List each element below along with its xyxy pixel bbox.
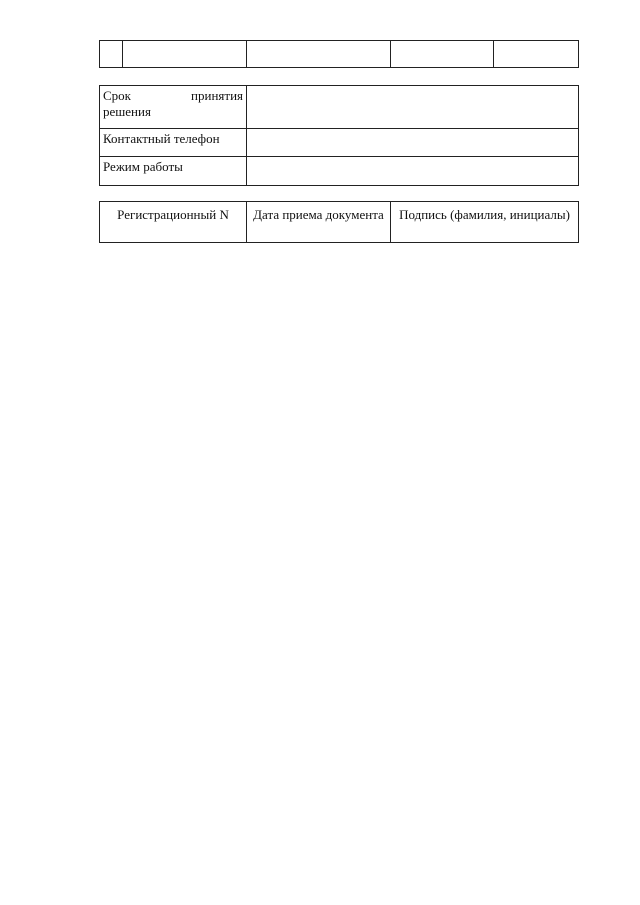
- table-row-working-hours: [100, 157, 579, 186]
- registration-table: [99, 201, 579, 243]
- receipt-date-header: Дата приема документа: [247, 202, 391, 243]
- table-cell: [391, 41, 494, 68]
- working-hours-label: Режим работы: [100, 157, 247, 186]
- info-table: [99, 85, 579, 186]
- registration-number-header: Регистрационный N: [100, 202, 247, 243]
- contact-phone-label: Контактный телефон: [100, 129, 247, 157]
- decision-deadline-label: [100, 86, 247, 129]
- working-hours-value[interactable]: [247, 157, 579, 186]
- table-cell: [494, 41, 579, 68]
- signature-header: Подпись (фамилия, инициалы): [391, 202, 579, 243]
- decision-deadline-line2: решения: [103, 104, 151, 119]
- table-cell: [247, 41, 391, 68]
- top-empty-table: [99, 40, 579, 68]
- decision-deadline-value[interactable]: [247, 86, 579, 129]
- decision-deadline-word2: принятия: [191, 88, 243, 103]
- table-row-decision-deadline: [100, 86, 579, 129]
- table-row: [100, 41, 579, 68]
- table-row-contact-phone: [100, 129, 579, 157]
- decision-deadline-word1: Срок: [103, 88, 131, 103]
- table-header-row: [100, 202, 579, 243]
- contact-phone-value[interactable]: [247, 129, 579, 157]
- table-cell: [123, 41, 247, 68]
- table-cell: [100, 41, 123, 68]
